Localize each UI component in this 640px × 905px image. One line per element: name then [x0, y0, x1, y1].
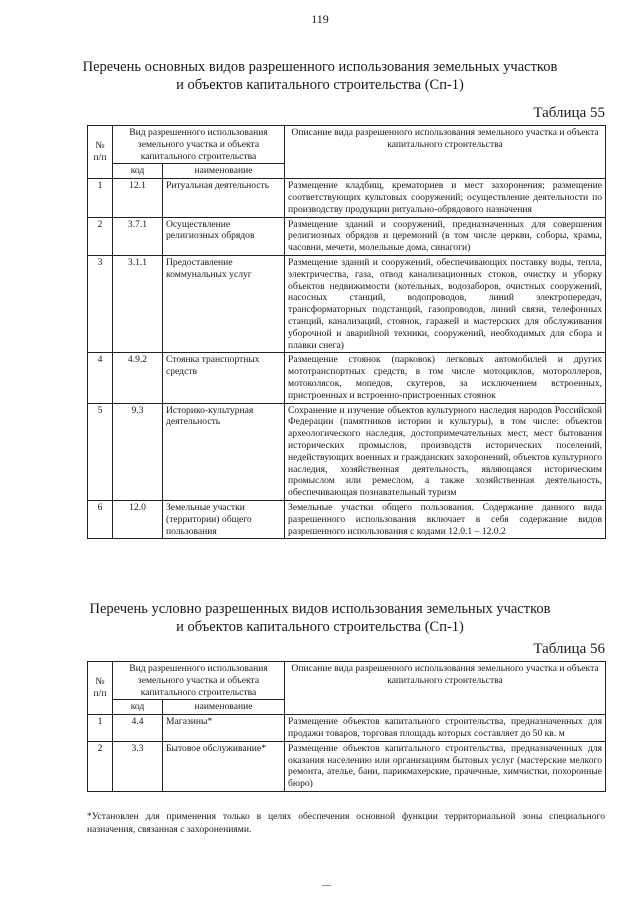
row-number: 1: [88, 715, 113, 742]
kind-name: Ритуальная деятельность: [163, 179, 285, 217]
page-number: 119: [311, 12, 329, 26]
kind-description: Размещение объектов капитального строительства, предназначенных для продажи товаров, торговая площадь которых составляет до 50 кв. м: [285, 715, 606, 742]
kind-description: Размещение объектов капитального строительства, предназначенных для оказания населению или организациям бытовых услуг (мастерские мелкого ремонта, ателье, бани, парикмахерские, прачечные, химчистки, похоронные бюро): [285, 741, 606, 791]
kind-name: Осуществление религиозных обрядов: [163, 217, 285, 255]
kind-code: 4.9.2: [113, 353, 163, 403]
header-desc: Описание вида разрешенного использования земельного участка и объекта капитального строительства: [285, 662, 606, 715]
table55-label: Таблица 55: [533, 105, 605, 121]
row-number: 2: [88, 217, 113, 255]
table-row: [88, 217, 606, 255]
header-kind: Вид разрешенного использования земельного участка и объекта капитального строительства: [113, 126, 285, 164]
kind-description: Размещение кладбищ, крематориев и мест захоронения; размещение соответствующих культовых сооружений; осуществление деятельности по производству продукции ритуально-обрядового назначения: [285, 179, 606, 217]
kind-name: Предоставление коммунальных услуг: [163, 255, 285, 352]
kind-code: 12.1: [113, 179, 163, 217]
table-row: [88, 715, 606, 742]
table-row: [88, 255, 606, 352]
table56: [87, 661, 606, 792]
row-number: 3: [88, 255, 113, 352]
footnote: *Установлен для применения только в целях обеспечения основной функции территориальной зоны специального назначения, связанная с захоронениями.: [87, 811, 605, 835]
table-row: [88, 403, 606, 500]
header-num: № п/п: [88, 126, 113, 179]
kind-code: 3.3: [113, 741, 163, 791]
kind-code: 3.7.1: [113, 217, 163, 255]
table-row: [88, 741, 606, 791]
kind-name: Стоянка транспортных средств: [163, 353, 285, 403]
row-number: 6: [88, 500, 113, 538]
kind-name: Бытовое обслуживание*: [163, 741, 285, 791]
row-number: 1: [88, 179, 113, 217]
table55: [87, 125, 606, 539]
header-kind: Вид разрешенного использования земельного участка и объекта капитального строительства: [113, 662, 285, 700]
kind-code: 12.0: [113, 500, 163, 538]
row-number: 4: [88, 353, 113, 403]
kind-description: Размещение зданий и сооружений, обеспечивающих поставку воды, тепла, электричества, газа, отвод канализационных стоков, очистку и уборку объектов недвижимости (котельных, водозаборов, очистных сооружений, насосных станций, водопроводов, линий электропередач, трансформаторных подстанций, газопроводов, линий связи, телефонных станций, канализаций, стоянок, гаражей и мастерских для обслуживания уборочной и аварийной техники, сооружений, необходимых для сбора и плавки снега): [285, 255, 606, 352]
bottom-mark: —: [322, 880, 331, 890]
kind-code: 3.1.1: [113, 255, 163, 352]
kind-name: Историко-культурная деятельность: [163, 403, 285, 500]
table56-label: Таблица 56: [533, 641, 605, 657]
header-code: код: [113, 164, 163, 179]
table-row: [88, 353, 606, 403]
header-desc: Описание вида разрешенного использования земельного участка и объекта капитального строительства: [285, 126, 606, 179]
kind-code: 9.3: [113, 403, 163, 500]
kind-description: Сохранение и изучение объектов культурного наследия народов Российской Федерации (памятников истории и культуры), в том числе: объектов археологического наследия, достопримечательных мест, мест бытования исторических промыслов, производств исторических поселений, недействующих военных и гражданских захоронений, объектов культурного наследия, хозяйственная деятельность, являющаяся историческим промыслом или ремеслом, а также хозяйственная деятельность, обеспечивающая познавательный туризм: [285, 403, 606, 500]
table-row: [88, 179, 606, 217]
kind-description: Размещение зданий и сооружений, предназначенных для совершения религиозных обрядов и церемоний (в том числе церкви, соборы, храмы, часовни, мечети, молельные дома, синагоги): [285, 217, 606, 255]
section2-title: Перечень условно разрешенных видов использования земельных участков и объектов капитального строительства (Сп-1): [89, 601, 551, 635]
kind-description: Земельные участки общего пользования. Содержание данного вида разрешенного использования включает в себя содержание видов разрешенного использования с кодами 12.0.1 – 12.0.2: [285, 500, 606, 538]
row-number: 5: [88, 403, 113, 500]
kind-name: Земельные участки (территории) общего пользования: [163, 500, 285, 538]
section1-title: Перечень основных видов разрешенного использования земельных участков и объектов капитального строительства (Сп-1): [82, 59, 558, 93]
kind-name: Магазины*: [163, 715, 285, 742]
header-code: код: [113, 700, 163, 715]
row-number: 2: [88, 741, 113, 791]
kind-code: 4.4: [113, 715, 163, 742]
header-num: № п/п: [88, 662, 113, 715]
kind-description: Размещение стоянок (парковок) легковых автомобилей и других мототранспортных средств, в том числе мотоциклов, мотороллеров, мотоколясок, мопедов, скутеров, за исключением встроенных, пристроенных и встроенно-пристроенных стоянок: [285, 353, 606, 403]
table-row: [88, 500, 606, 538]
header-name: наименование: [163, 164, 285, 179]
header-name: наименование: [163, 700, 285, 715]
